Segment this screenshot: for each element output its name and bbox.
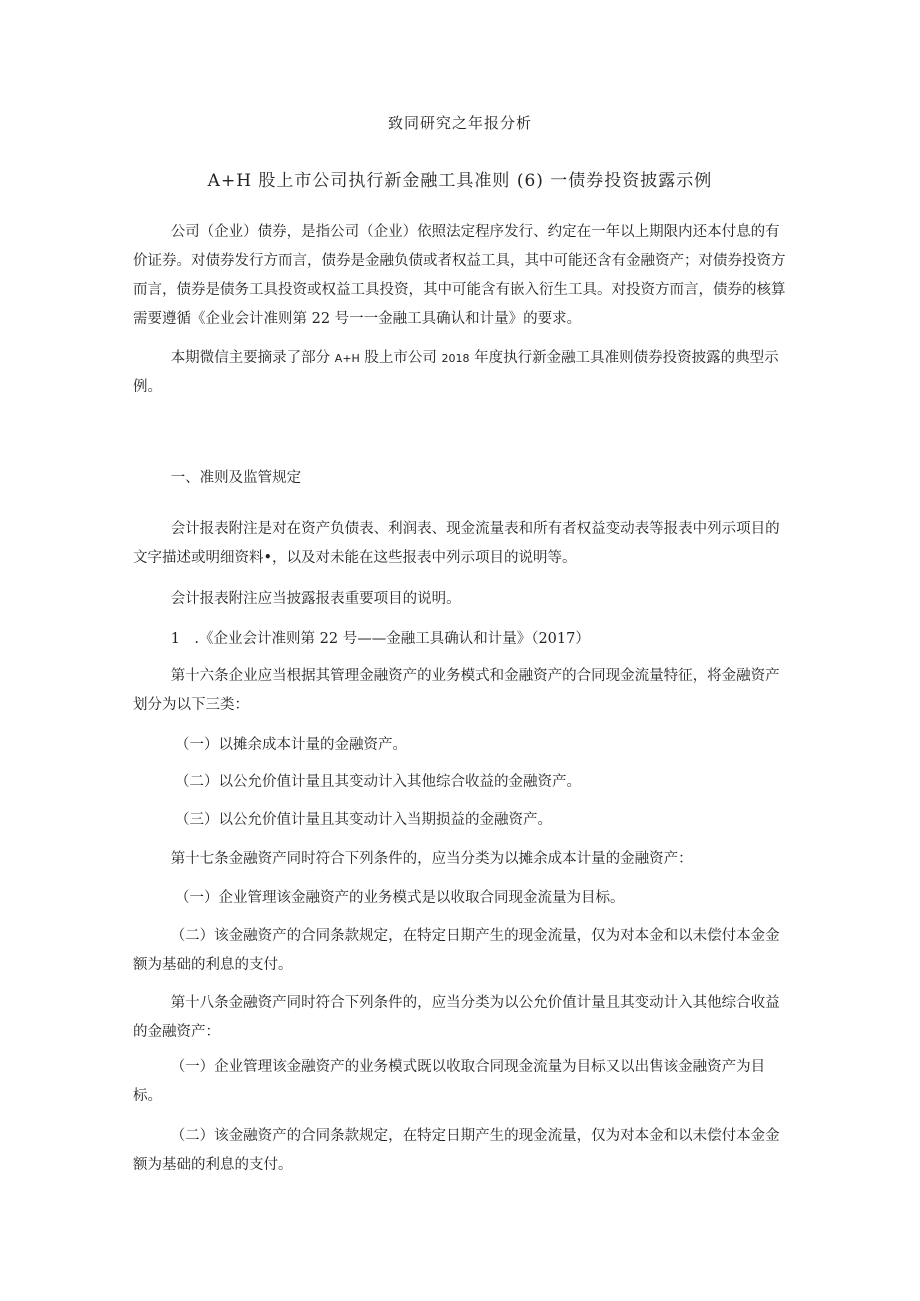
intro-text: 公司（企业）债券，是指公司（企业）依照法定程序发行、约定在一年以上期限内还本付息的有价证券。对债券发行方而言，债券是金融负债或者权益工具，其中可能还含有金融资产；对债券投资方而言，债券是债务工具投资或权益工具投资，其中可能含有嵌入衍生工具。对投资方而言，债券的核算需要遵循《企业会计准则第 22 号一一金融工具确认和计量》的要求。	[133, 224, 786, 327]
list-item: （一）企业管理该金融资产的业务模式是以收取合同现金流量为目标。	[175, 890, 625, 906]
list-item: （一）以摊余成本计量的金融资产。	[175, 737, 408, 753]
section-paragraph-1	[133, 515, 793, 573]
intro-text-part: 年度执行新金融工具准则债券投资披露的典型示例。	[133, 350, 779, 395]
list-item: （二）该金融资产的合同条款规定，在特定日期产生的现金流量，仅为对本金和以未偿付本金金额为基础的利息的支付。	[133, 1128, 780, 1173]
section-text: 会计报表附注应当披露报表重要项目的说明。	[170, 591, 461, 607]
article-text: 第十八条金融资产同时符合下列条件的，应当分类为以公允价值计量且其变动计入其他综合收益的金融资产：	[133, 995, 780, 1040]
article-16-item-1	[133, 731, 793, 760]
article-17	[133, 845, 793, 874]
document-title: A+H 股上市公司执行新金融工具准则 (6) 一债券投资披露示例	[207, 171, 713, 191]
intro-year: 2018	[441, 352, 470, 365]
article-18-item-1	[133, 1053, 793, 1111]
intro-ah-label: A+H	[334, 352, 360, 365]
article-17-item-1	[133, 884, 793, 913]
list-item: （二）该金融资产的合同条款规定，在特定日期产生的现金流量，仅为对本金和以未偿付本金金额为基础的利息的支付。	[133, 928, 780, 973]
list-item: （三）以公允价值计量且其变动计入当期损益的金融资产。	[175, 812, 553, 828]
series-title: 致同研究之年报分析	[387, 114, 532, 132]
article-16	[133, 662, 793, 720]
list-item: （二）以公允价值计量且其变动计入其他综合收益的金融资产。	[175, 774, 582, 790]
list-item: （一）企业管理该金融资产的业务模式既以收取合同现金流量为目标又以出售该金融资产为目标。	[133, 1059, 766, 1104]
article-18	[133, 989, 793, 1047]
article-text: 第十六条企业应当根据其管理金融资产的业务模式和金融资产的合同现金流量特征，将金融资产划分为以下三类：	[133, 668, 780, 713]
intro-paragraph-1	[133, 218, 793, 334]
article-16-item-3	[133, 806, 793, 835]
section-heading	[133, 464, 793, 493]
intro-text-part: 本期微信主要摘录了部分	[170, 350, 335, 366]
article-16-item-2	[133, 768, 793, 797]
section-heading-text: 一、准则及监管规定	[170, 470, 302, 486]
article-17-item-2	[133, 922, 793, 980]
article-text: 第十七条金融资产同时符合下列条件的，应当分类为以摊余成本计量的金融资产：	[170, 851, 693, 867]
intro-text-part: 股上市公司	[359, 350, 442, 366]
section-text: 会计报表附注是对在资产负债表、利润表、现金流量表和所有者权益变动表等报表中列示项目的文字描述或明细资料•，以及对未能在这些报表中列示项目的说明等。	[133, 521, 780, 566]
section-paragraph-2	[133, 585, 793, 614]
standard-item-text: 1 .《企业会计准则第 22 号——金融工具确认和计量》（2017）	[170, 631, 590, 647]
article-18-item-2	[133, 1122, 793, 1180]
intro-paragraph-2	[133, 344, 793, 402]
standard-item-1	[133, 625, 793, 654]
